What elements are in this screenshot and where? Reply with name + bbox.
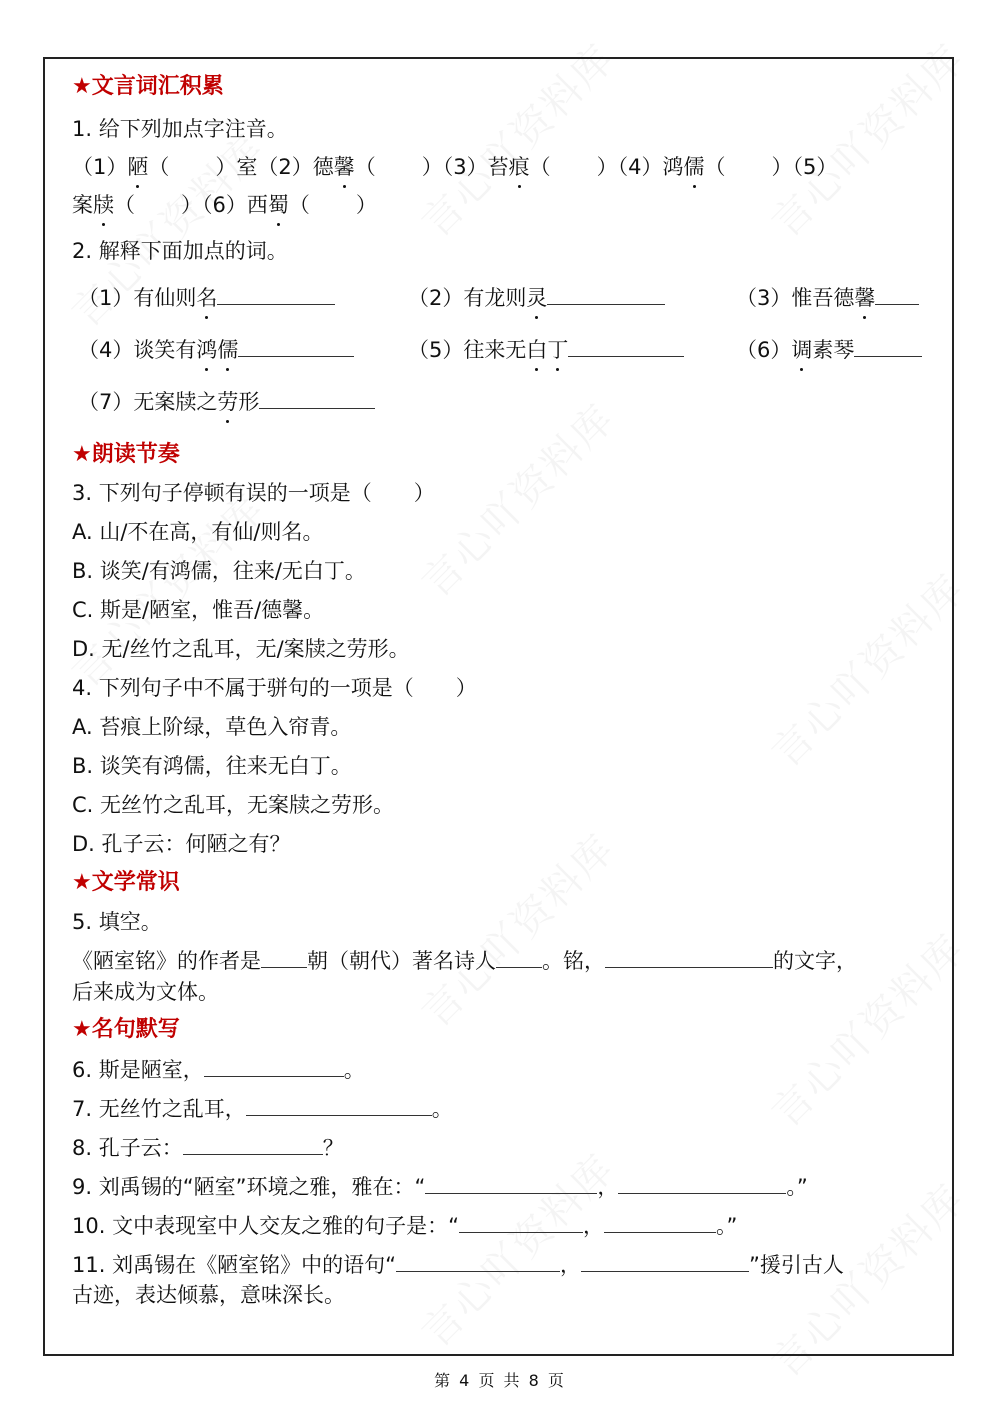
dotted-char: 名 xyxy=(196,283,217,313)
dotted-char: 痕 xyxy=(509,152,530,182)
dotted-char: 丁 xyxy=(547,335,568,365)
dotted-char: 劳 xyxy=(217,387,238,417)
question-4-option-b[interactable]: B. 谈笑有鸿儒，往来无白丁。 xyxy=(72,754,352,778)
question-7: 7. 无丝竹之乱耳， 。 xyxy=(72,1093,453,1124)
answer-blank[interactable] xyxy=(581,1249,749,1272)
page-number: 第 4 页 共 8 页 xyxy=(434,1371,566,1390)
answer-blank[interactable] xyxy=(183,1132,323,1155)
question-3-option-b[interactable]: B. 谈笑/有鸿儒，往来/无白丁。 xyxy=(72,559,366,583)
question-3-option-d[interactable]: D. 无/丝竹之乱耳，无/案牍之劳形。 xyxy=(72,637,410,661)
question-4-option-c[interactable]: C. 无丝竹之乱耳，无案牍之劳形。 xyxy=(72,793,395,817)
dotted-char: 灵 xyxy=(526,283,547,313)
question-5-line-1: 《陋室铭》的作者是 朝（朝代）著名诗人 。铭， 的文字， xyxy=(72,945,857,976)
question-6: 6. 斯是陋室， 。 xyxy=(72,1054,365,1085)
question-2-item-5: （5）往来无白丁 xyxy=(408,334,684,365)
question-1-row-1: （1）陋（ ）室（2）德馨（ ）（3）苔痕（ ）（4）鸿儒（ ）（5） xyxy=(72,152,837,182)
question-4-option-a[interactable]: A. 苔痕上阶绿，草色入帘青。 xyxy=(72,715,352,739)
question-3-option-a[interactable]: A. 山/不在高，有仙/则名。 xyxy=(72,520,324,544)
question-3-option-c[interactable]: C. 斯是/陋室，惟吾/德馨。 xyxy=(72,598,325,622)
answer-blank[interactable] xyxy=(854,334,922,357)
section-heading-rhythm: ★朗读节奏 xyxy=(72,442,180,467)
section-heading-quotes: ★名句默写 xyxy=(72,1017,180,1042)
question-8: 8. 孔子云： ？ xyxy=(72,1132,344,1163)
dotted-char: 儒 xyxy=(684,152,705,182)
question-2-item-3: （3）惟吾德馨 xyxy=(736,282,919,313)
dotted-char: 馨 xyxy=(334,152,355,182)
section-heading-literature: ★文学常识 xyxy=(72,870,180,895)
answer-blank[interactable] xyxy=(547,282,665,305)
answer-blank[interactable] xyxy=(246,1093,432,1116)
answer-blank[interactable] xyxy=(618,1171,786,1194)
answer-blank[interactable] xyxy=(204,1054,344,1077)
dotted-char: 牍 xyxy=(93,190,114,220)
answer-blank[interactable] xyxy=(396,1249,560,1272)
dotted-char: 陋 xyxy=(127,152,148,182)
answer-blank[interactable] xyxy=(496,945,542,968)
question-2-item-6: （6）调素琴 xyxy=(736,334,922,365)
dotted-char: 鸿 xyxy=(196,335,217,365)
section-heading-vocab: ★文言词汇积累 xyxy=(72,74,224,99)
dotted-char: 馨 xyxy=(854,283,875,313)
answer-blank[interactable] xyxy=(259,386,375,409)
answer-blank[interactable] xyxy=(261,945,307,968)
question-4-option-d[interactable]: D. 孔子云：何陋之有？ xyxy=(72,832,291,856)
question-5-stem: 5. 填空。 xyxy=(72,910,162,934)
answer-blank[interactable] xyxy=(875,282,919,305)
question-2-stem: 2. 解释下面加点的词。 xyxy=(72,239,288,263)
answer-blank[interactable] xyxy=(217,282,335,305)
question-2-item-4: （4）谈笑有鸿儒 xyxy=(78,334,354,365)
answer-blank[interactable] xyxy=(568,334,684,357)
question-11-line-1: 11. 刘禹锡在《陋室铭》中的语句“ ， ”援引古人 xyxy=(72,1249,844,1280)
answer-blank[interactable] xyxy=(425,1171,597,1194)
question-5-line-2: 后来成为文体。 xyxy=(72,980,219,1004)
answer-blank[interactable] xyxy=(604,1210,716,1233)
question-4-stem: 4. 下列句子中不属于骈句的一项是（ ） xyxy=(72,676,477,700)
answer-blank[interactable] xyxy=(459,1210,583,1233)
dotted-char: 蜀 xyxy=(268,190,289,220)
question-2-item-2: （2）有龙则灵 xyxy=(408,282,665,313)
question-9: 9. 刘禹锡的“陋室”环境之雅，雅在：“ ， 。” xyxy=(72,1171,808,1202)
dotted-char: 白 xyxy=(526,335,547,365)
dotted-char: 调 xyxy=(791,335,812,365)
question-3-stem: 3. 下列句子停顿有误的一项是（ ） xyxy=(72,481,435,505)
answer-blank[interactable] xyxy=(238,334,354,357)
dotted-char: 儒 xyxy=(217,335,238,365)
question-11-line-2: 古迹，表达倾慕，意味深长。 xyxy=(72,1283,345,1307)
question-2-item-7: （7）无案牍之劳形 xyxy=(78,386,375,417)
question-2-item-1: （1）有仙则名 xyxy=(78,282,335,313)
question-10: 10. 文中表现室中人交友之雅的句子是：“ ， 。” xyxy=(72,1210,737,1241)
answer-blank[interactable] xyxy=(605,945,773,968)
question-1-stem: 1. 给下列加点字注音。 xyxy=(72,117,288,141)
question-1-row-2: 案牍（ ）（6）西蜀（ ） xyxy=(72,190,377,220)
